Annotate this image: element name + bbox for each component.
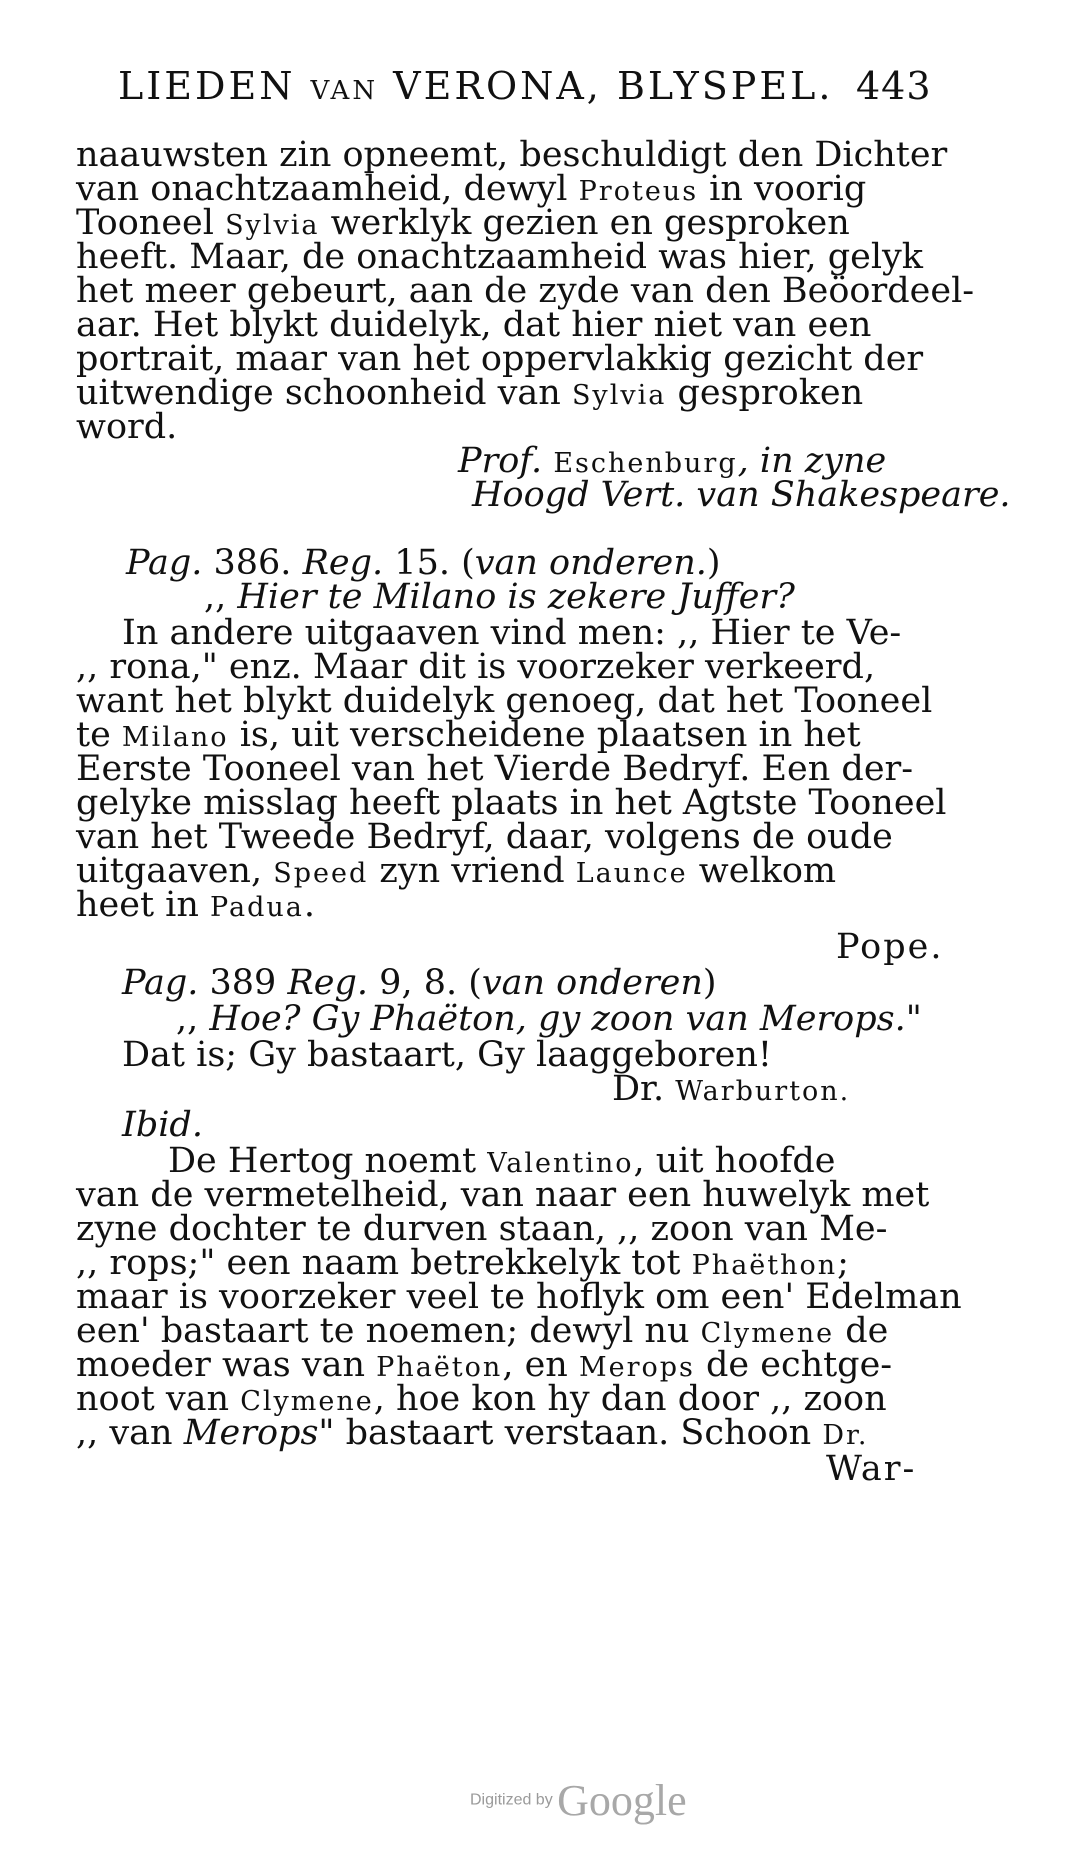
text-run: 15. ( [383, 543, 475, 583]
text-run: Pag. [126, 543, 203, 583]
text-run: , uit hoofde [633, 1141, 836, 1181]
name-speed: Speed [273, 858, 369, 889]
text-run: " [905, 999, 922, 1039]
name-warburton: Warburton. [675, 1076, 851, 1107]
text-run: is, uit verscheidene plaatsen in het [228, 715, 861, 755]
text-run: gelyke misslag heeft plaats in het Agtste Tooneel [76, 783, 947, 823]
text-run: naauwsten zin opneemt, beschuldigt den Dichter [76, 135, 948, 175]
text-run: Reg. [287, 963, 369, 1003]
text-run: werklyk gezien en gesproken [319, 203, 850, 243]
text-run: Prof. [458, 441, 554, 481]
text-run: welkom [687, 851, 837, 891]
text-run: Hoe? Gy Phaëton, gy zoon van Merops. [209, 999, 906, 1039]
text-run: ) [706, 543, 721, 583]
ibid-heading [122, 1106, 203, 1144]
text-run: van onderen [481, 963, 703, 1003]
text-run: heeft. Maar, de onachtzaamheid was hier, gelyk [76, 237, 924, 277]
watermark-label: Digitized by [470, 1791, 553, 1809]
text-run: Reg. [302, 543, 384, 583]
text-run: noot van [76, 1379, 241, 1419]
attribution-pope [836, 928, 943, 966]
page-number: 443 [856, 64, 932, 108]
quotation [176, 1000, 922, 1038]
name-eschenburg: Eschenburg [553, 448, 738, 479]
text-run: War- [826, 1449, 917, 1489]
attribution-warburton [612, 1070, 850, 1111]
text-run: portrait, maar van het oppervlakkig gezicht der [76, 339, 924, 379]
text-run: het meer gebeurt, aan de zyde van den Beöordeel- [76, 271, 975, 311]
text-run: word. [76, 407, 178, 447]
text-run: ; [837, 1243, 849, 1283]
text-run: zyne dochter te durven staan, ,, zoon van Me- [76, 1209, 888, 1249]
text-run: Pag. [122, 963, 199, 1003]
name-clymene: Clymene [700, 1318, 835, 1349]
name-padua: Padua [210, 892, 304, 923]
text-line [76, 1414, 868, 1455]
header-title-b: VERONA, BLYSPEL. [378, 64, 834, 108]
text-run: de echtge- [694, 1345, 893, 1385]
text-line [76, 886, 315, 927]
text-run: ,, [176, 999, 210, 1039]
header-title-van: VAN [310, 76, 379, 106]
text-run: 386. [202, 543, 303, 583]
name-dr: Dr. [822, 1420, 869, 1451]
text-run: Dr. [612, 1069, 676, 1109]
text-run: uitwendige schoonheid van [76, 373, 572, 413]
text-line [76, 408, 177, 446]
text-run: Eerste Tooneel van het Vierde Bedryf. Een der- [76, 749, 914, 789]
name-clymene: Clymene [240, 1386, 374, 1417]
text-run: gesproken [666, 373, 864, 413]
text-run: ,, rops;" een naam betrekkelyk tot [76, 1243, 692, 1283]
text-run: , hoe kon hy dan door ,, zoon [373, 1379, 887, 1419]
text-run: 389 [198, 963, 288, 1003]
attribution-source [472, 476, 1011, 514]
name-sylvia: Sylvia [571, 380, 667, 411]
text-run: van onderen. [474, 543, 707, 583]
name-proteus: Proteus [578, 176, 699, 207]
text-run: De Hertog noemt [168, 1141, 488, 1181]
text-run: . [303, 885, 315, 925]
running-header [118, 62, 938, 115]
name-merops-italic: Merops [183, 1413, 319, 1453]
text-run: maar is voorzeker veel te hoflyk om een' Edelman [76, 1277, 962, 1317]
text-run: ,, [204, 577, 238, 617]
text-run: heet in [76, 885, 211, 925]
text-run: moeder was van [76, 1345, 377, 1385]
text-run: een' bastaart te noemen; dewyl nu [76, 1311, 701, 1351]
text-line [76, 374, 863, 415]
text-run: aar. Het blykt duidelyk, dat hier niet van een [76, 305, 872, 345]
text-run: de [834, 1311, 889, 1351]
text-run: uitgaaven, [76, 851, 274, 891]
text-run: van onachtzaamheid, dewyl [76, 169, 579, 209]
catchword [826, 1450, 916, 1488]
text-run: , en [502, 1345, 579, 1385]
digitized-watermark [470, 1775, 730, 1826]
reference-heading [122, 964, 717, 1002]
name-phaeton: Phaëton [376, 1352, 503, 1383]
name-launce: Launce [575, 858, 688, 889]
text-run: ,, rona," enz. Maar dit is voorzeker verkeerd, [76, 647, 876, 687]
text-run: Hoogd Vert. van Shakespeare. [472, 475, 1011, 515]
text-run: want het blykt duidelyk genoeg, dat het Tooneel [76, 681, 933, 721]
text-run: Tooneel [76, 203, 226, 243]
text-run: van de vermetelheid, van naar een huwelyk met [76, 1175, 930, 1215]
name-milano: Milano [121, 722, 229, 753]
text-run: in voorig [698, 169, 867, 209]
text-run: Dat is; Gy bastaart, Gy laaggeboren! [122, 1035, 772, 1075]
name-merops: Merops [578, 1352, 695, 1383]
text-run: In andere uitgaaven vind men: ,, Hier te Ve- [122, 613, 902, 653]
watermark-logo: Google [557, 1776, 687, 1825]
text-run: Hier te Milano is zekere Juffer? [237, 577, 795, 617]
text-run: ,, van [76, 1413, 184, 1453]
text-run: ) [702, 963, 717, 1003]
text-run: te [76, 715, 122, 755]
text-run: " bastaart verstaan. Schoon [318, 1413, 823, 1453]
text-run: van het Tweede Bedryf, daar, volgens de oude [76, 817, 893, 857]
name-valentino: Valentino [487, 1148, 634, 1179]
quotation [204, 578, 795, 616]
text-run: Ibid. [122, 1105, 203, 1145]
text-run: , in zyne [737, 441, 887, 481]
text-run: Pope. [836, 927, 944, 967]
header-title-a: LIEDEN [118, 64, 311, 108]
text-run: 9, 8. ( [368, 963, 482, 1003]
name-phaethon: Phaëthon [691, 1250, 838, 1281]
text-run: zyn vriend [368, 851, 576, 891]
name-sylvia: Sylvia [225, 210, 320, 241]
